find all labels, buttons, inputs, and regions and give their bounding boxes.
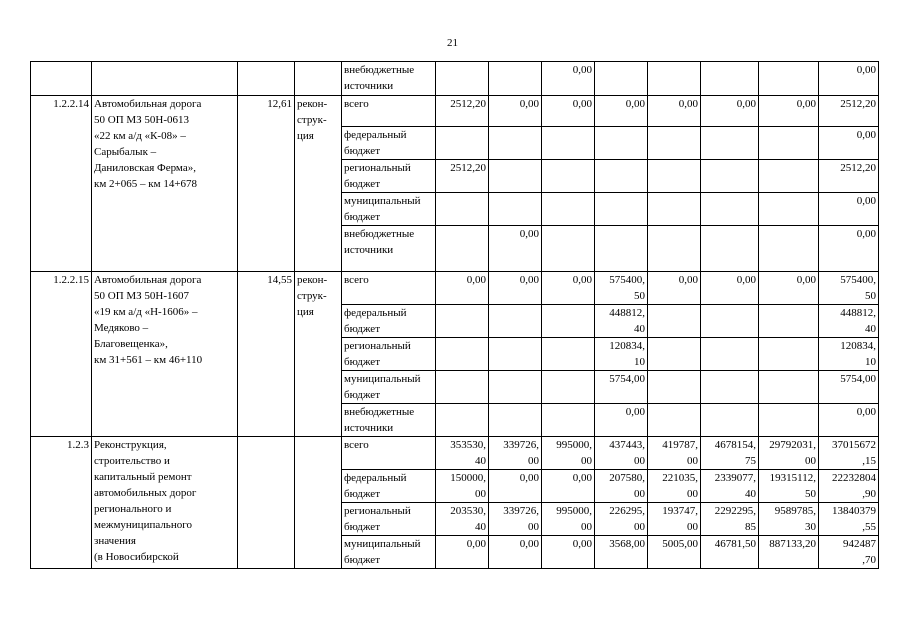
- amount-cell: [489, 62, 542, 96]
- total-cell: 13840379 ,55: [819, 503, 879, 536]
- amount-cell: 0,00: [759, 96, 819, 127]
- item-code: 1.2.3: [31, 437, 92, 569]
- amount-cell: [436, 226, 489, 272]
- total-cell: 2512,20: [819, 160, 879, 193]
- amount-cell: 0,00: [595, 404, 648, 437]
- amount-cell: 0,00: [759, 272, 819, 305]
- amount-cell: [595, 62, 648, 96]
- amount-cell: 0,00: [542, 62, 595, 96]
- total-cell: 0,00: [819, 62, 879, 96]
- financing-table: [30, 61, 879, 569]
- amount-cell: [701, 305, 759, 338]
- total-cell: 575400, 50: [819, 272, 879, 305]
- item-code: 1.2.2.15: [31, 272, 92, 437]
- funding-source: внебюджетные источники: [342, 62, 436, 96]
- amount-cell: 221035, 00: [648, 470, 701, 503]
- amount-cell: [595, 193, 648, 226]
- amount-cell: [701, 338, 759, 371]
- amount-cell: 0,00: [436, 536, 489, 569]
- item-name: Реконструкция, строительство и капитальный ремонт автомобильных дорог регионального и межмуниципального значения (в Новосибирской: [92, 437, 238, 569]
- amount-cell: [436, 193, 489, 226]
- amount-cell: [701, 127, 759, 160]
- table-row: [31, 62, 879, 96]
- amount-cell: [759, 62, 819, 96]
- amount-cell: 339726, 00: [489, 503, 542, 536]
- funding-source: внебюджетные источники: [342, 226, 436, 272]
- amount-cell: 887133,20: [759, 536, 819, 569]
- amount-cell: 0,00: [595, 96, 648, 127]
- item-name: [92, 62, 238, 96]
- total-cell: 0,00: [819, 193, 879, 226]
- amount-cell: 575400, 50: [595, 272, 648, 305]
- amount-cell: 0,00: [542, 536, 595, 569]
- amount-cell: 46781,50: [701, 536, 759, 569]
- amount-cell: [759, 160, 819, 193]
- amount-cell: [759, 338, 819, 371]
- funding-source: муниципальный бюджет: [342, 193, 436, 226]
- amount-cell: [542, 127, 595, 160]
- amount-cell: [648, 193, 701, 226]
- amount-cell: [759, 305, 819, 338]
- item-length: 12,61: [238, 96, 295, 272]
- work-type: рекон- струк- ция: [295, 272, 342, 437]
- amount-cell: 2339077, 40: [701, 470, 759, 503]
- amount-cell: 150000, 00: [436, 470, 489, 503]
- amount-cell: [701, 160, 759, 193]
- amount-cell: [489, 371, 542, 404]
- amount-cell: 995000, 00: [542, 437, 595, 470]
- item-length: [238, 437, 295, 569]
- amount-cell: 419787, 00: [648, 437, 701, 470]
- funding-source: муниципальный бюджет: [342, 536, 436, 569]
- amount-cell: [595, 160, 648, 193]
- amount-cell: [542, 226, 595, 272]
- amount-cell: [648, 160, 701, 193]
- funding-source: федеральный бюджет: [342, 305, 436, 338]
- total-cell: 0,00: [819, 404, 879, 437]
- total-cell: 120834, 10: [819, 338, 879, 371]
- amount-cell: [489, 404, 542, 437]
- amount-cell: 226295, 00: [595, 503, 648, 536]
- amount-cell: [436, 404, 489, 437]
- total-cell: 942487 ,70: [819, 536, 879, 569]
- amount-cell: 5754,00: [595, 371, 648, 404]
- amount-cell: 353530, 40: [436, 437, 489, 470]
- amount-cell: 0,00: [436, 272, 489, 305]
- page-number: 21: [447, 37, 458, 49]
- amount-cell: [436, 371, 489, 404]
- item-code: [31, 62, 92, 96]
- amount-cell: 0,00: [489, 470, 542, 503]
- total-cell: 22232804 ,90: [819, 470, 879, 503]
- amount-cell: 19315112, 50: [759, 470, 819, 503]
- amount-cell: [648, 338, 701, 371]
- funding-source: федеральный бюджет: [342, 127, 436, 160]
- amount-cell: [648, 226, 701, 272]
- total-cell: 37015672 ,15: [819, 437, 879, 470]
- amount-cell: [701, 226, 759, 272]
- amount-cell: 9589785, 30: [759, 503, 819, 536]
- amount-cell: [595, 226, 648, 272]
- funding-source: региональный бюджет: [342, 503, 436, 536]
- amount-cell: [648, 404, 701, 437]
- item-length: 14,55: [238, 272, 295, 437]
- amount-cell: 0,00: [489, 536, 542, 569]
- amount-cell: [542, 160, 595, 193]
- amount-cell: 0,00: [701, 96, 759, 127]
- amount-cell: [759, 127, 819, 160]
- amount-cell: [489, 193, 542, 226]
- funding-source: региональный бюджет: [342, 338, 436, 371]
- item-length: [238, 62, 295, 96]
- amount-cell: [542, 338, 595, 371]
- amount-cell: 2512,20: [436, 160, 489, 193]
- amount-cell: 437443, 00: [595, 437, 648, 470]
- total-cell: 2512,20: [819, 96, 879, 127]
- total-cell: 0,00: [819, 226, 879, 272]
- amount-cell: [489, 160, 542, 193]
- amount-cell: 0,00: [701, 272, 759, 305]
- work-type: [295, 437, 342, 569]
- amount-cell: [542, 193, 595, 226]
- item-name: Автомобильная дорога 50 ОП МЗ 50Н-1607 «19 км а/д «Н-1606» – Медяково – Благовещенка», км 31+561 – км 46+110: [92, 272, 238, 437]
- amount-cell: [759, 226, 819, 272]
- amount-cell: [436, 338, 489, 371]
- amount-cell: [701, 193, 759, 226]
- amount-cell: 0,00: [489, 96, 542, 127]
- item-code: 1.2.2.14: [31, 96, 92, 272]
- amount-cell: 2512,20: [436, 96, 489, 127]
- total-cell: 5754,00: [819, 371, 879, 404]
- amount-cell: [648, 62, 701, 96]
- amount-cell: [436, 305, 489, 338]
- amount-cell: [489, 127, 542, 160]
- amount-cell: [595, 127, 648, 160]
- item-name: Автомобильная дорога 50 ОП МЗ 50Н-0613 «22 км а/д «К-08» – Сарыбалык – Даниловская Ферма», км 2+065 – км 14+678: [92, 96, 238, 272]
- amount-cell: [648, 127, 701, 160]
- amount-cell: [542, 404, 595, 437]
- amount-cell: [759, 193, 819, 226]
- amount-cell: 0,00: [542, 96, 595, 127]
- amount-cell: 120834, 10: [595, 338, 648, 371]
- amount-cell: 3568,00: [595, 536, 648, 569]
- amount-cell: 5005,00: [648, 536, 701, 569]
- funding-source: внебюджетные источники: [342, 404, 436, 437]
- funding-source: всего: [342, 437, 436, 470]
- amount-cell: 2292295, 85: [701, 503, 759, 536]
- funding-source: всего: [342, 272, 436, 305]
- amount-cell: [436, 127, 489, 160]
- table-row: [31, 96, 879, 127]
- table-row: [31, 437, 879, 470]
- amount-cell: 995000, 00: [542, 503, 595, 536]
- total-cell: 448812, 40: [819, 305, 879, 338]
- amount-cell: [648, 371, 701, 404]
- funding-source: федеральный бюджет: [342, 470, 436, 503]
- amount-cell: [701, 62, 759, 96]
- amount-cell: [542, 305, 595, 338]
- amount-cell: [489, 338, 542, 371]
- amount-cell: 0,00: [489, 226, 542, 272]
- table-row: [31, 272, 879, 305]
- amount-cell: 448812, 40: [595, 305, 648, 338]
- amount-cell: [701, 404, 759, 437]
- work-type: рекон- струк- ция: [295, 96, 342, 272]
- funding-source: региональный бюджет: [342, 160, 436, 193]
- amount-cell: 4678154, 75: [701, 437, 759, 470]
- total-cell: 0,00: [819, 127, 879, 160]
- amount-cell: 29792031, 00: [759, 437, 819, 470]
- amount-cell: [489, 305, 542, 338]
- amount-cell: 193747, 00: [648, 503, 701, 536]
- amount-cell: 207580, 00: [595, 470, 648, 503]
- amount-cell: [701, 371, 759, 404]
- amount-cell: 0,00: [489, 272, 542, 305]
- amount-cell: 0,00: [542, 470, 595, 503]
- amount-cell: [648, 305, 701, 338]
- amount-cell: 203530, 40: [436, 503, 489, 536]
- amount-cell: [759, 371, 819, 404]
- funding-source: муниципальный бюджет: [342, 371, 436, 404]
- amount-cell: [542, 371, 595, 404]
- amount-cell: [759, 404, 819, 437]
- amount-cell: 0,00: [648, 96, 701, 127]
- amount-cell: [436, 62, 489, 96]
- funding-source: всего: [342, 96, 436, 127]
- amount-cell: 0,00: [648, 272, 701, 305]
- work-type: [295, 62, 342, 96]
- amount-cell: 0,00: [542, 272, 595, 305]
- amount-cell: 339726, 00: [489, 437, 542, 470]
